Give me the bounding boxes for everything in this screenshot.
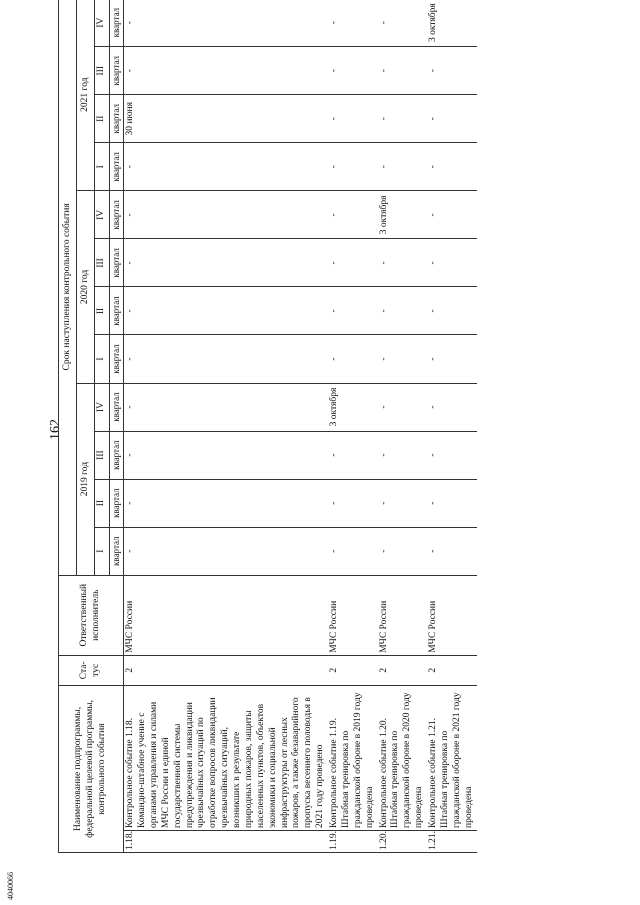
deadline-cell: 3 октября xyxy=(427,0,477,47)
deadline-cell: - xyxy=(427,47,477,95)
deadline-cell: - xyxy=(427,383,477,431)
quarter-word-cell: квартал xyxy=(109,143,123,191)
quarter-number-cell: IV xyxy=(95,0,110,47)
deadline-cell: - xyxy=(124,527,328,575)
deadline-cell: - xyxy=(427,527,477,575)
deadline-cell: - xyxy=(124,287,328,335)
deadline-cell: - xyxy=(124,143,328,191)
quarter-word-cell: квартал xyxy=(109,47,123,95)
deadline-cell: - xyxy=(427,95,477,143)
deadline-cell: - xyxy=(378,287,428,335)
deadline-cell: - xyxy=(378,431,428,479)
quarter-number-cell: II xyxy=(95,287,110,335)
quarter-word-cell: квартал xyxy=(109,479,123,527)
row-number: 1.19. xyxy=(328,830,378,852)
event-name: Контрольное событие 1.18. Командно-штабное учение с органами управления и силами МЧС России и единой государственной системы предупреждения и ликвидации чрезвычайных ситуаций по отработке вопросов ликвидации чрезвычайных ситуаций, возникших в результате природных пожаров, защиты населенных пунктов, объектов экономики и социальной инфраструктуры от лесных пожаров, а также безаварийного пропуска весеннего половодья в 2021 году проведено xyxy=(124,685,328,830)
header-year-2021: 2021 год xyxy=(77,0,95,191)
deadline-cell: - xyxy=(328,527,378,575)
deadline-cell: - xyxy=(427,143,477,191)
deadline-cell: - xyxy=(328,431,378,479)
deadline-cell: - xyxy=(378,0,428,47)
deadline-cell: - xyxy=(427,335,477,383)
deadline-cell: - xyxy=(378,335,428,383)
deadline-cell: - xyxy=(378,143,428,191)
control-events-table xyxy=(58,0,477,853)
deadline-cell: - xyxy=(124,191,328,239)
deadline-cell: - xyxy=(328,95,378,143)
deadline-cell: - xyxy=(378,239,428,287)
deadline-cell: - xyxy=(378,479,428,527)
row-number: 1.18. xyxy=(124,830,328,852)
status-cell: 2 xyxy=(378,655,428,685)
deadline-cell: - xyxy=(124,479,328,527)
event-name: Контрольное событие 1.19. Штабная тренировка по гражданской обороне в 2019 году проведена xyxy=(328,685,378,830)
deadline-cell: - xyxy=(328,47,378,95)
deadline-cell: - xyxy=(328,287,378,335)
quarter-number-cell: I xyxy=(95,335,110,383)
deadline-cell: - xyxy=(427,479,477,527)
deadline-cell: - xyxy=(328,0,378,47)
responsible-cell: МЧС России xyxy=(124,575,328,655)
event-name: Контрольное событие 1.20. Штабная тренировка по гражданской обороне в 2020 году проведена xyxy=(378,685,428,830)
quarter-word-cell: квартал xyxy=(109,527,123,575)
header-year-2019: 2019 год xyxy=(77,383,95,575)
deadline-cell: - xyxy=(378,527,428,575)
deadline-cell: - xyxy=(124,0,328,47)
header-year-2020: 2020 год xyxy=(77,191,95,383)
deadline-cell: - xyxy=(427,191,477,239)
quarter-word-cell: квартал xyxy=(109,383,123,431)
quarter-word-cell: квартал xyxy=(109,191,123,239)
quarter-word-cell: квартал xyxy=(109,431,123,479)
rotated-table-wrapper xyxy=(58,0,512,853)
deadline-cell: - xyxy=(427,287,477,335)
header-status: Ста-тус xyxy=(59,655,124,685)
header-name: Наименование подпрограммы, федеральной целевой программы, контрольного события xyxy=(59,685,124,852)
table-row xyxy=(328,0,378,853)
quarter-word-cell: квартал xyxy=(109,0,123,47)
status-cell: 2 xyxy=(328,655,378,685)
responsible-cell: МЧС России xyxy=(328,575,378,655)
quarter-word-cell: квартал xyxy=(109,287,123,335)
quarter-word-cell: квартал xyxy=(109,335,123,383)
table-row xyxy=(124,0,328,853)
deadline-cell: - xyxy=(328,239,378,287)
quarter-number-cell: III xyxy=(95,47,110,95)
status-cell: 2 xyxy=(427,655,477,685)
quarter-number-cell: II xyxy=(95,479,110,527)
quarter-number-cell: III xyxy=(95,239,110,287)
deadline-cell: - xyxy=(328,335,378,383)
page-number: 162 xyxy=(48,419,63,440)
deadline-cell: - xyxy=(124,335,328,383)
row-number: 1.20. xyxy=(378,830,428,852)
deadline-cell: - xyxy=(124,431,328,479)
deadline-cell: - xyxy=(124,47,328,95)
deadline-cell: - xyxy=(124,383,328,431)
header-responsible: Ответственный исполнитель xyxy=(59,575,124,655)
quarter-word-cell: квартал xyxy=(109,239,123,287)
quarter-number-cell: I xyxy=(95,143,110,191)
deadline-cell: - xyxy=(378,383,428,431)
quarter-number-cell: IV xyxy=(95,383,110,431)
deadline-cell: - xyxy=(328,479,378,527)
responsible-cell: МЧС России xyxy=(378,575,428,655)
deadline-cell: 3 октября xyxy=(328,383,378,431)
quarter-number-cell: II xyxy=(95,95,110,143)
status-cell: 2 xyxy=(124,655,328,685)
deadline-cell: 30 июня xyxy=(124,95,328,143)
header-deadline: Срок наступления контрольного события xyxy=(59,0,77,575)
document-code: 4040066 xyxy=(6,872,15,900)
deadline-cell: - xyxy=(328,143,378,191)
deadline-cell: - xyxy=(328,191,378,239)
table-row xyxy=(378,0,428,853)
quarter-number-cell: IV xyxy=(95,191,110,239)
deadline-cell: - xyxy=(378,95,428,143)
table-row xyxy=(427,0,477,853)
event-name: Контрольное событие 1.21. Штабная тренировка по гражданской обороне в 2021 году проведена xyxy=(427,685,477,830)
quarter-number-cell: III xyxy=(95,431,110,479)
deadline-cell: - xyxy=(427,431,477,479)
responsible-cell: МЧС России xyxy=(427,575,477,655)
deadline-cell: - xyxy=(427,239,477,287)
quarter-word-cell: квартал xyxy=(109,95,123,143)
row-number: 1.21. xyxy=(427,830,477,852)
deadline-cell: 3 октября xyxy=(378,191,428,239)
table-body xyxy=(124,0,477,853)
deadline-cell: - xyxy=(378,47,428,95)
quarter-number-cell: I xyxy=(95,527,110,575)
deadline-cell: - xyxy=(124,239,328,287)
